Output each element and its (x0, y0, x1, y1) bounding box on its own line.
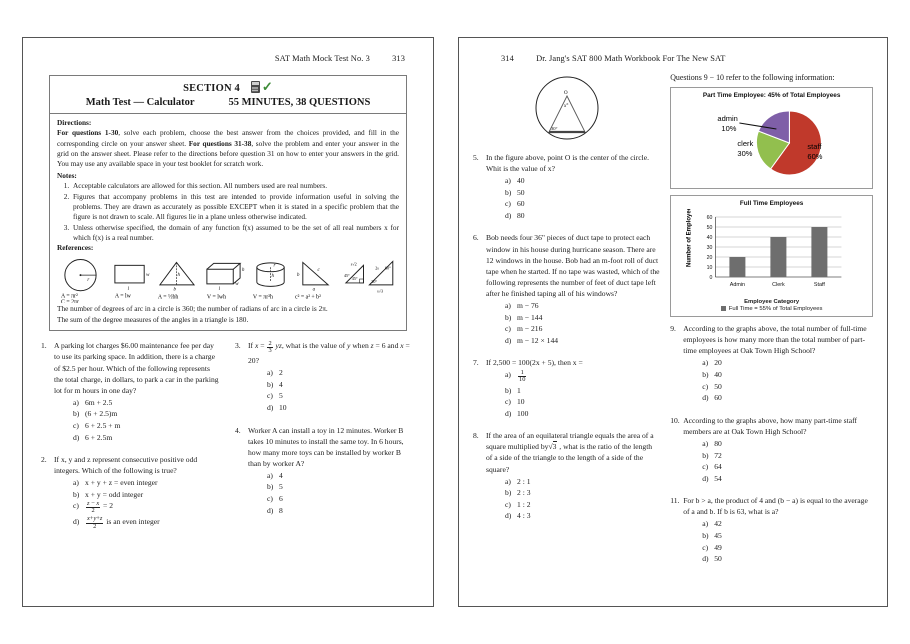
choice-letter: c) (73, 501, 79, 511)
choice-option[interactable] (505, 408, 660, 419)
fraction-sum-over-2: $\frac{x+y+z}{2}$ (87, 514, 103, 530)
choice-letter: c) (505, 499, 511, 509)
bar-chart (674, 209, 869, 293)
svg-text:w: w (234, 281, 239, 287)
fraction-one-tenth: $\frac{1}{10}$ (519, 368, 526, 384)
pie-label-clerk: clerk (737, 139, 754, 149)
choice-letter: c) (73, 420, 79, 430)
choice-text: 50 (714, 381, 722, 391)
choice-option[interactable] (73, 408, 221, 419)
pie-chart (674, 101, 869, 179)
choice-option[interactable] (505, 385, 660, 396)
bar-admin (730, 257, 746, 277)
angle-label: x° (563, 104, 568, 109)
section-body (50, 114, 406, 330)
page-number: 313 (392, 54, 405, 63)
notes-label: Notes: (57, 170, 77, 180)
question-number: 4. (235, 425, 241, 435)
x-tick-labels (730, 282, 826, 288)
choice-option[interactable] (267, 481, 415, 492)
choice-letter: d) (702, 393, 709, 403)
svg-text:h: h (271, 273, 275, 279)
svg-text:b: b (297, 272, 300, 278)
choice-text: m − 144 (517, 312, 543, 322)
choice-letter: d) (505, 210, 512, 220)
choice-option[interactable] (505, 300, 660, 311)
choice-letter: c) (505, 397, 511, 407)
svg-text:40: 40 (706, 235, 713, 242)
choice-letter: c) (505, 324, 511, 334)
choice-letter: b) (505, 187, 512, 197)
choice-text: 10 (279, 402, 287, 412)
question-number: 11. (670, 496, 680, 506)
svg-text:0: 0 (709, 275, 713, 282)
triangle-reference-icon (155, 257, 202, 303)
question-column-2 (235, 340, 415, 541)
choice-option[interactable] (702, 357, 873, 368)
choice-text: 50 (714, 554, 722, 564)
choice-text: 50 (517, 187, 525, 197)
legend-swatch (721, 306, 726, 311)
choice-letter: b) (702, 530, 709, 540)
bar-chart-title: Full Time Employees (739, 200, 804, 208)
choice-letter: a) (702, 358, 709, 368)
choice-letter: a) (505, 176, 511, 186)
choice-list (73, 477, 221, 530)
choice-text: 2 (279, 368, 283, 378)
choice-letter: a) (702, 519, 709, 529)
choice-text: 8 (279, 505, 283, 515)
question-column-1 (41, 340, 221, 541)
svg-text:b: b (173, 287, 176, 293)
svg-text:Staff: Staff (814, 282, 826, 289)
choice-text: 2 : 3 (517, 488, 531, 498)
directions-plain-2: , solve the problem and enter your answer in the grid on the answer sheet. Please refer to the directions before question 31 on how to enter your answers in the grid. You may use any available space in your test booklet for scratch work. (57, 138, 399, 169)
choice-text: 80 (714, 438, 722, 448)
choice-text: 60 (714, 393, 722, 403)
circle-figure (473, 74, 660, 146)
choice-option[interactable] (505, 335, 660, 346)
section-subtitle-line (56, 97, 400, 108)
notes-list (57, 181, 399, 243)
choice-list (702, 438, 873, 484)
question-number: 3. (235, 341, 241, 351)
svg-text:s√2: s√2 (351, 261, 357, 267)
choice-option[interactable] (702, 542, 873, 553)
choice-letter: d) (267, 505, 274, 515)
choice-option[interactable] (505, 198, 660, 209)
question-column-1 (473, 68, 660, 576)
note-item: 1. Acceptable calculators are allowed for this section. All numbers used are real numbers. (71, 181, 399, 191)
choice-text: 54 (714, 473, 722, 483)
choice-option[interactable] (702, 530, 873, 541)
choice-text: 1 (517, 385, 521, 395)
choice-option[interactable] (73, 420, 221, 431)
choice-option[interactable] (267, 367, 415, 378)
svg-text:a: a (312, 287, 316, 293)
running-head-title: SAT Math Mock Test No. 3 (274, 54, 370, 63)
choice-option[interactable] (73, 477, 221, 488)
directions-plain-1: , solve each problem, choose the best answer from the choices provided, and fill in the corresponding circle on your answer sheet. (57, 128, 399, 148)
choice-option[interactable] (702, 518, 873, 529)
svg-text:A = ½bh: A = ½bh (157, 294, 179, 301)
svg-text:10: 10 (706, 265, 713, 272)
choice-option[interactable] (73, 397, 221, 408)
calculator-icon (251, 81, 260, 93)
choice-letter: a) (73, 397, 79, 407)
svg-text:l: l (218, 286, 220, 292)
pie-value-clerk: 30% (737, 149, 753, 159)
question-stem: Worker A can install a toy in 12 minutes. Worker B takes 10 minutes to install the same toy. In 6 hours, how many more toys can be installed by worker B than by worker A? (248, 425, 404, 468)
choice-option[interactable] (267, 379, 415, 390)
choice-list (73, 397, 221, 443)
question-stem: According to the graphs above, how many part-time staff members are at Oak Town High School? (683, 415, 858, 436)
question-stem: According to the graphs above, the total number of full-time employees is how many more than the total number of part-time employees at Oak Town High School? (683, 324, 867, 356)
special-right-triangles-reference-icon (342, 257, 397, 303)
choice-letter: d) (73, 516, 80, 526)
directions-bold-1: For questions 1-30 (57, 128, 119, 138)
choice-letter: b) (73, 409, 80, 419)
choice-option[interactable] (505, 369, 660, 384)
question-5 (473, 152, 660, 221)
question-9 (670, 323, 873, 404)
choice-letter: d) (73, 432, 80, 442)
running-head-right (473, 54, 873, 68)
choice-option[interactable] (702, 392, 873, 403)
choice-text: 5 (279, 391, 283, 401)
question-7 (473, 357, 660, 419)
svg-text:c: c (317, 267, 321, 273)
choice-letter: b) (702, 450, 709, 460)
choice-option[interactable] (702, 438, 873, 449)
svg-text:r: r (87, 277, 90, 283)
section-subject: Math Test — Calculator (85, 97, 195, 108)
note-item: 2. Figures that accompany problems in this test are intended to provide information useful in solving the problems. They are drawn as accurately as possible EXCEPT when it is stated in a specific problem that the figure is not drawn to scale. All figures lie in a plane unless otherwise indicated. (71, 192, 399, 223)
question-stem: Bob needs four 36" pieces of duct tape to protect each window in his house during hurricane season. There are 12 windows in the house. Bob had an m-foot roll of duct tape when he started. If no tape was wasted, which of the following represents the number of feet of duct tape left after he finished taping all of his windows? (486, 233, 660, 298)
svg-text:h: h (177, 272, 180, 278)
choice-letter: d) (505, 408, 512, 418)
question-10 (670, 415, 873, 484)
bar-clerk (771, 237, 787, 277)
question-stem: If x = $\frac{2}{3}$ yz, what is the value of y when z = 6 and x = 20? (248, 339, 410, 366)
choice-text: 6m + 2.5 (85, 397, 113, 407)
choice-letter: c) (702, 381, 709, 391)
choice-letter: c) (505, 199, 511, 209)
choice-text: 40 (517, 176, 525, 186)
running-head-title: Dr. Jang's SAT 800 Math Workbook For The New SAT (536, 54, 726, 63)
choice-letter: a) (505, 370, 511, 380)
choice-option[interactable] (73, 489, 221, 500)
reference-figures (59, 257, 397, 303)
right-triangle-reference-icon (295, 257, 342, 303)
fraction-z-minus-x-over-2: $\frac{z - x}{2}$ (87, 499, 100, 515)
choice-letter: b) (702, 370, 709, 380)
choice-option[interactable] (505, 312, 660, 323)
pie-value-admin: 10% (721, 124, 737, 134)
question-4 (235, 425, 415, 517)
choice-letter: b) (267, 379, 274, 389)
center-label: O (563, 91, 568, 96)
choice-list (702, 357, 873, 403)
reference-tail-1: The number of degrees of arc in a circle is 360; the number of radians of arc in a circle is 2π. (57, 303, 328, 313)
choice-letter: d) (267, 402, 274, 412)
svg-text:30°: 30° (371, 278, 378, 284)
question-stem: If x, y and z represent consecutive positive odd integers. Which of the following is true? (54, 455, 198, 476)
choice-letter: a) (505, 476, 511, 486)
choice-text: x + y + z = even integer (85, 478, 158, 488)
section-title: SECTION 4 (183, 83, 241, 94)
choice-letter: a) (267, 470, 273, 480)
choice-text: 64 (714, 462, 722, 472)
choice-option[interactable] (702, 461, 873, 472)
page-right (458, 37, 888, 607)
question-number: 2. (41, 455, 47, 465)
pie-chart-box (670, 87, 873, 189)
y-tick-labels (707, 215, 713, 281)
question-number: 8. (473, 431, 479, 441)
svg-text:45°: 45° (344, 272, 350, 278)
choice-option[interactable] (702, 473, 873, 484)
choice-text: 6 + 2.5m (85, 432, 113, 442)
check-icon: ✓ (261, 79, 273, 94)
choice-text: 100 (517, 408, 529, 418)
choice-option[interactable] (702, 381, 873, 392)
question-stem: For b > a, the product of 4 and (b − a) is equal to the average of a and b. If b is 63, what is a? (683, 496, 868, 517)
choice-letter: a) (267, 368, 273, 378)
choice-option[interactable] (505, 396, 660, 407)
choice-letter: b) (73, 489, 80, 499)
pie-chart-title: Part Time Employee: 45% of Total Employees (702, 92, 841, 100)
choice-text: 2 : 1 (517, 476, 531, 486)
choice-option[interactable] (267, 505, 415, 516)
pie-label-admin: admin (717, 114, 739, 124)
bar-chart-box (670, 195, 873, 317)
choice-list (267, 470, 415, 516)
svg-text:V = πr²h: V = πr²h (253, 294, 274, 301)
left-page-question-columns (37, 340, 419, 541)
choice-option[interactable] (73, 432, 221, 443)
svg-text:60: 60 (706, 215, 713, 222)
choice-text: 1 : 2 (517, 499, 531, 509)
choice-text: 49 (714, 542, 722, 552)
choice-list (702, 518, 873, 564)
base-angle-label: 30° (550, 126, 558, 131)
section-title-line (56, 80, 400, 94)
choice-text: 45 (714, 530, 722, 540)
svg-text:C = 2πr: C = 2πr (60, 299, 79, 303)
choice-option[interactable] (505, 499, 660, 510)
question-number: 9. (670, 324, 676, 334)
bar-chart-xlabel: Employee Category (744, 299, 800, 306)
choice-letter: d) (505, 511, 512, 521)
question-8 (473, 430, 660, 522)
box-reference-icon (202, 257, 251, 303)
choice-letter: b) (267, 482, 274, 492)
legend-label: Full Time = 55% of Total Employees (728, 306, 823, 313)
svg-text:s√3: s√3 (377, 288, 384, 294)
question-2 (41, 454, 221, 531)
reference-tail-2: The sum of the degree measures of the angles in a triangle is 180. (57, 315, 249, 325)
right-page-columns (473, 68, 873, 576)
bar-chart-ylabel: Number of Employees (686, 209, 693, 268)
choice-option[interactable] (702, 450, 873, 461)
bar-chart-legend (674, 306, 869, 312)
choice-text: 6 (279, 493, 283, 503)
choice-list (505, 175, 660, 221)
question-3 (235, 340, 415, 413)
directions-bold-2: For questions 31-38 (188, 138, 252, 148)
question-number: 5. (473, 153, 479, 162)
choice-letter: b) (505, 312, 512, 322)
svg-text:A = πr²: A = πr² (60, 293, 78, 300)
choice-option[interactable] (505, 187, 660, 198)
svg-text:V = lwh: V = lwh (206, 294, 226, 301)
svg-text:r: r (273, 262, 276, 268)
choice-option[interactable]: c) $\frac{z - x}{2}$ = 2 (73, 499, 114, 515)
choice-list (505, 476, 660, 522)
question-stem: If the area of an equilateral triangle equals the area of a square multiplied by√3 , what is the ratio of the length of a side of the triangle to the length of a side of the square? (486, 431, 654, 474)
choice-list (505, 300, 660, 346)
choice-text: 4 (279, 379, 283, 389)
choice-text: 42 (714, 519, 722, 529)
choice-letter: b) (505, 385, 512, 395)
svg-text:w: w (145, 272, 150, 278)
svg-text:60°: 60° (385, 264, 392, 270)
reference-lead: Questions 9 − 10 refer to the following information: (670, 73, 835, 82)
page-left (22, 37, 434, 607)
choice-option[interactable] (505, 175, 660, 186)
choice-option[interactable] (267, 493, 415, 504)
choice-text: 40 (714, 370, 722, 380)
svg-text:30: 30 (706, 245, 713, 252)
question-1 (41, 340, 221, 443)
choice-option[interactable] (505, 210, 660, 221)
svg-text:20: 20 (706, 255, 713, 262)
choice-text: 80 (517, 210, 525, 220)
choice-option[interactable]: d) $\frac{x+y+z}{2}$ is an even integer (73, 514, 160, 530)
question-stem: A parking lot charges $6.00 maintenance fee per day to use its parking space. In addition, there is a charge of $2.5 per hour. Which of the following represents the total charge, in dollars, to park a car in the parking lot for m hours in one day? (54, 341, 219, 395)
svg-text:A = lw: A = lw (114, 293, 131, 300)
running-head-left (37, 54, 419, 68)
choice-option[interactable] (702, 369, 873, 380)
question-11 (670, 495, 873, 564)
note-item: 3. Unless otherwise specified, the domain of any function f(x) assumed to be the set of all real numbers x for which f(x) is a real number. (71, 223, 399, 244)
svg-text:Admin: Admin (729, 282, 746, 289)
choice-option[interactable] (267, 402, 415, 413)
svg-text:l: l (127, 286, 129, 292)
choice-text: m − 216 (517, 324, 543, 334)
choice-text: m − 12 × 144 (517, 335, 559, 345)
svg-text:h: h (241, 267, 245, 273)
section-timing: 55 MINUTES, 38 QUESTIONS (228, 97, 371, 108)
choice-letter: c) (267, 391, 273, 401)
choice-text: 4 : 3 (517, 511, 531, 521)
choice-letter: c) (702, 462, 709, 472)
references-label: References: (57, 243, 94, 253)
choice-text: m − 76 (517, 300, 539, 310)
choice-option[interactable] (505, 487, 660, 498)
svg-text:50: 50 (706, 225, 713, 232)
choice-option[interactable] (702, 553, 873, 564)
section-box (49, 75, 407, 331)
pie-value-staff: 60% (807, 152, 823, 162)
question-number: 1. (41, 341, 47, 351)
directions-text (57, 128, 399, 169)
page-number: 314 (501, 54, 514, 63)
question-stem: If 2,500 = 100(2x + 5), then x = (486, 358, 583, 368)
rectangle-reference-icon (110, 257, 155, 303)
svg-text:2s: 2s (375, 264, 380, 270)
choice-text: (6 + 2.5)m (85, 409, 118, 419)
choice-letter: d) (702, 554, 709, 564)
question-number: 7. (473, 358, 479, 368)
inscribed-triangle-figure (530, 74, 604, 146)
bar-staff (812, 227, 828, 277)
choice-letter: a) (702, 438, 709, 448)
choice-text: x + y = odd integer (85, 489, 144, 499)
svg-text:Clerk: Clerk (772, 282, 785, 289)
choice-list (267, 367, 415, 413)
choice-letter: a) (505, 300, 511, 310)
choice-letter: d) (702, 473, 709, 483)
choice-option[interactable] (267, 390, 415, 401)
choice-text: 5 (279, 482, 283, 492)
choice-letter: c) (267, 493, 273, 503)
svg-text:c² = a² + b²: c² = a² + b² (295, 294, 322, 301)
pie-label-staff: staff (807, 142, 822, 152)
choice-text: 6 + 2.5 + m (85, 420, 121, 430)
choice-option[interactable] (267, 470, 415, 481)
choice-option[interactable] (505, 510, 660, 521)
circle-reference-icon (59, 257, 110, 303)
section-header (50, 76, 406, 114)
choice-text: 60 (517, 199, 525, 209)
svg-text:45°: 45° (352, 275, 358, 281)
choice-letter: b) (505, 488, 512, 498)
question-6 (473, 232, 660, 346)
choice-text: 20 (714, 358, 722, 368)
choice-text: 10 (517, 397, 525, 407)
choice-letter: a) (73, 478, 79, 488)
question-stem: In the figure above, point O is the center of the circle. Whit is the value of x? (486, 153, 649, 174)
question-number: 6. (473, 233, 479, 243)
choice-text: 4 (279, 470, 283, 480)
question-column-2 (670, 68, 873, 576)
sqrt-3-icon: √3 (548, 442, 557, 452)
choice-text: 72 (714, 450, 722, 460)
choice-option[interactable] (505, 323, 660, 334)
question-number: 10. (670, 415, 680, 425)
choice-option[interactable] (505, 476, 660, 487)
directions-label: Directions: (57, 118, 92, 127)
choice-letter: d) (505, 335, 512, 345)
cylinder-reference-icon (250, 257, 295, 303)
choice-list (505, 369, 660, 418)
choice-letter: c) (702, 542, 709, 552)
